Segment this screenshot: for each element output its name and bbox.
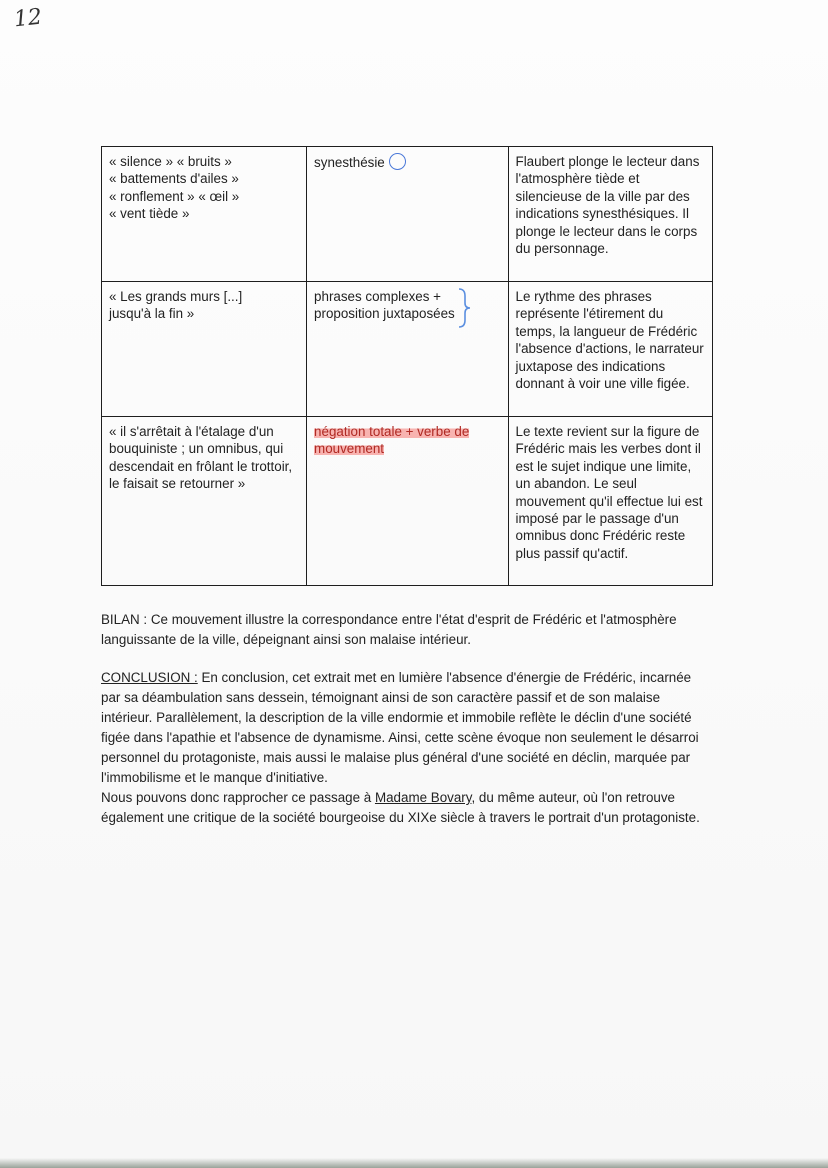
interpretation-cell: [508, 282, 712, 417]
table-row: [102, 282, 713, 417]
quote-line: « silence » « bruits »: [109, 154, 232, 169]
page-bottom-edge: [0, 1158, 828, 1168]
conclusion-label: CONCLUSION :: [101, 670, 198, 685]
quote-line: « Les grands murs [...]: [109, 289, 243, 304]
quote-cell: [102, 282, 307, 417]
interpretation-text: Le texte revient sur la figure de Frédéric mais les verbes dont il est le sujet indique une limite, un abandon. Le seul mouvement qu'il effectue lui est imposé par le passage d'un omnibus donc Frédéric reste plus passif qu'actif.: [515, 424, 703, 561]
quote-cell: [102, 417, 307, 586]
conclusion-paragraph: [101, 668, 713, 828]
interpretation-cell: [508, 417, 712, 586]
device-text: synesthésie: [314, 155, 385, 170]
quote-line: « ronflement » « œil »: [109, 188, 240, 204]
conclusion-text-2b: , du même auteur, où l'on retrouve également une critique de la société bourgeoise du XIXe siècle à travers le portrait d'un protagoniste.: [101, 790, 700, 825]
bilan-paragraph: BILAN : Ce mouvement illustre la correspondance entre l'état d'esprit de Frédéric et l'atmosphère languissante de la ville, dépeignant ainsi son malaise intérieur.: [101, 612, 677, 647]
quote-line: « vent tiède »: [109, 206, 190, 222]
quote-line: « battements d'ailes »: [109, 171, 239, 187]
interpretation-text: Flaubert plonge le lecteur dans l'atmosphère tiède et silencieuse de la ville par des indications synesthésiques. Il plonge le lecteur dans le corps du personnage.: [515, 154, 700, 257]
interpretation-cell: [508, 147, 712, 282]
highlighted-device-line: mouvement: [314, 441, 385, 457]
device-line: phrases complexes +: [314, 289, 441, 304]
conclusion-text-2a: Nous pouvons donc rapprocher ce passage à: [101, 790, 375, 805]
device-line: proposition juxtaposées: [314, 306, 455, 322]
device-cell: [307, 417, 508, 586]
circle-annotation-icon: [389, 153, 406, 170]
table-row: [102, 147, 713, 282]
brace-annotation-icon: [457, 288, 471, 332]
conclusion-text: En conclusion, cet extrait met en lumière l'absence d'énergie de Frédéric, incarnée par sa déambulation sans dessein, témoignant ainsi de son caractère passif et de son malaise intérieur. Parallèlement, la description de la ville endormie et immobile reflète le déclin d'une société figée dans l'apathie et l'absence de dynamisme. Ainsi, cette scène évoque non seulement le désarroi personnel du protagoniste, mais aussi le malaise plus général d'une société en déclin, marquée par l'immobilisme et le manque d'initiative.: [101, 670, 699, 785]
quote-text: « il s'arrêtait à l'étalage d'un bouquiniste ; un omnibus, qui descendait en frôlant le trottoir, le faisait se retourner »: [109, 424, 293, 492]
table-row: [102, 417, 713, 586]
quote-line: jusqu'à la fin »: [109, 306, 195, 322]
device-line-wrapper: [314, 440, 501, 457]
book-title: Madame Bovary: [374, 790, 472, 805]
device-line-wrapper: [314, 423, 501, 440]
device-cell: [307, 147, 508, 282]
analysis-table: [101, 146, 713, 586]
page-number: 12: [12, 4, 44, 33]
quote-cell: [102, 147, 307, 282]
highlighted-device-line: négation totale + verbe de: [314, 424, 470, 439]
device-cell: [307, 282, 508, 417]
interpretation-text: Le rythme des phrases représente l'étirement du temps, la langueur de Frédéric l'absence d'actions, le narrateur juxtapose des indications donnant à voir une ville figée.: [515, 289, 704, 392]
